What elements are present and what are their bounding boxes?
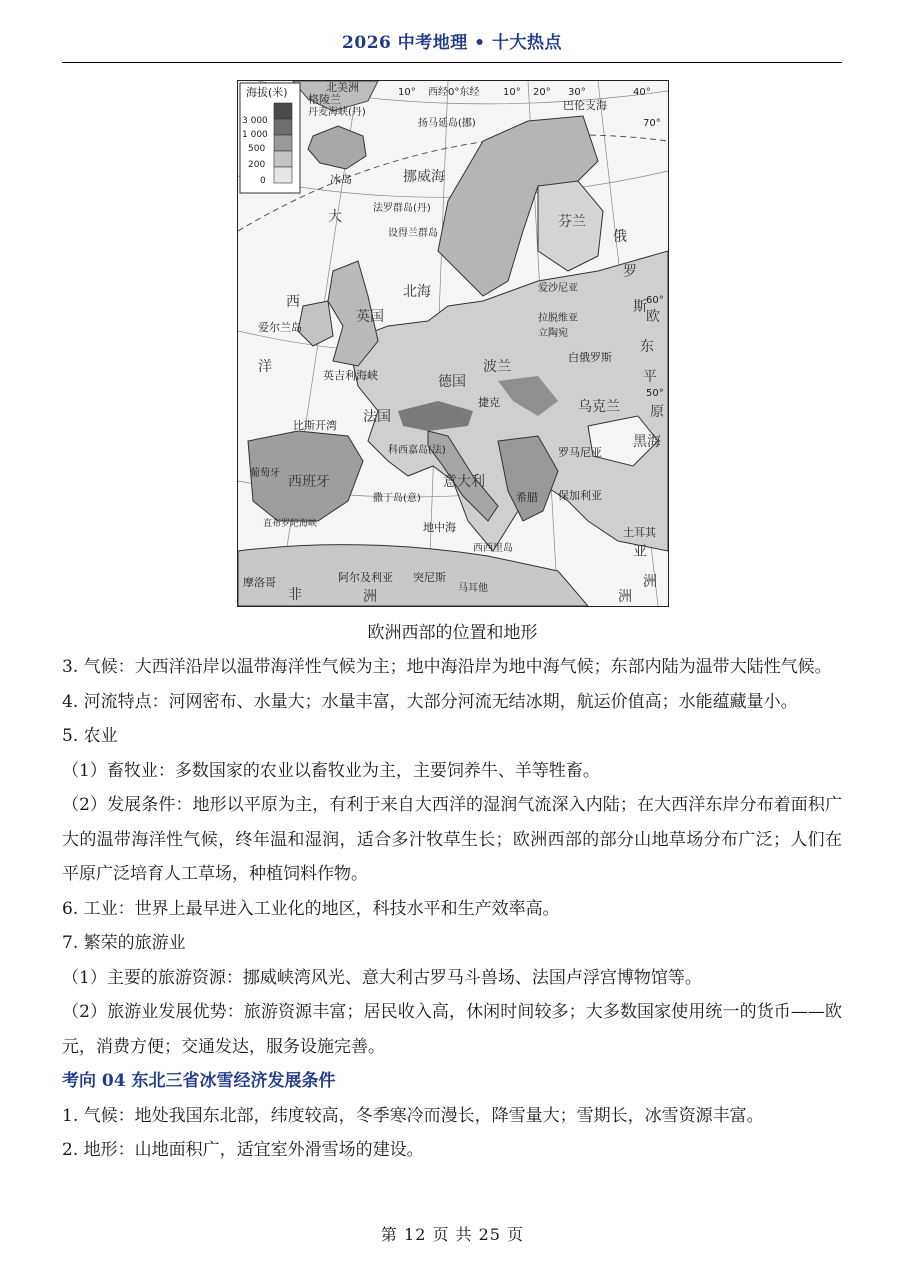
svg-text:巴伦支海: 巴伦支海 bbox=[563, 99, 607, 112]
header-title: 2026 中考地理 • 十大热点 bbox=[342, 33, 562, 53]
svg-text:土耳其: 土耳其 bbox=[623, 526, 656, 539]
paragraph-tourism-resources: （1）主要的旅游资源：挪威峡湾风光、意大利古罗马斗兽场、法国卢浮宫博物馆等。 bbox=[62, 967, 702, 988]
paragraph-ne-climate: 1. 气候：地处我国东北部，纬度较高，冬季寒冷而漫长，降雪量大；雪期长，冰雪资源丰富。 bbox=[62, 1105, 764, 1126]
legend-swatch bbox=[274, 167, 292, 183]
legend-swatch bbox=[274, 103, 292, 119]
svg-text:西经0°东经: 西经0°东经 bbox=[428, 87, 480, 98]
svg-text:英国: 英国 bbox=[356, 309, 384, 325]
svg-text:非: 非 bbox=[288, 587, 302, 603]
paragraph-climate: 3. 气候：大西洋沿岸以温带海洋性气候为主；地中海沿岸为地中海气候；东部内陆为温带大陆性气候。 bbox=[62, 657, 832, 677]
svg-text:科西嘉岛(法): 科西嘉岛(法) bbox=[388, 445, 446, 456]
svg-text:芬兰: 芬兰 bbox=[558, 214, 586, 230]
paragraph-agriculture: 5. 农业 bbox=[62, 726, 118, 746]
svg-text:葡萄牙: 葡萄牙 bbox=[250, 468, 280, 479]
paragraph-ne-terrain: 2. 地形：山地面积广，适宜室外滑雪场的建设。 bbox=[62, 1140, 424, 1160]
svg-text:扬马延岛(挪): 扬马延岛(挪) bbox=[418, 118, 476, 129]
paragraph-livestock: （1）畜牧业：多数国家的农业以畜牧业为主，主要饲养牛、羊等牲畜。 bbox=[62, 760, 600, 781]
legend-swatch bbox=[274, 151, 292, 167]
svg-text:丹麦海峡(丹): 丹麦海峡(丹) bbox=[308, 107, 366, 118]
svg-text:30°: 30° bbox=[568, 87, 586, 98]
map-caption: 欧洲西部的位置和地形 bbox=[367, 623, 538, 643]
svg-text:欧: 欧 bbox=[646, 309, 660, 325]
svg-text:1 000: 1 000 bbox=[242, 130, 268, 140]
svg-text:英吉利海峡: 英吉利海峡 bbox=[323, 369, 378, 382]
paragraph-industry: 6. 工业：世界上最早进入工业化的地区，科技水平和生产效率高。 bbox=[62, 898, 560, 919]
svg-text:希腊: 希腊 bbox=[516, 491, 538, 504]
legend-swatch bbox=[274, 119, 292, 135]
svg-text:拉脱维亚: 拉脱维亚 bbox=[538, 313, 578, 324]
svg-text:500: 500 bbox=[248, 144, 266, 154]
svg-text:斯: 斯 bbox=[633, 299, 647, 315]
svg-text:地中海: 地中海 bbox=[423, 521, 456, 534]
svg-text:罗马尼亚: 罗马尼亚 bbox=[558, 446, 602, 459]
svg-text:撒丁岛(意): 撒丁岛(意) bbox=[373, 493, 421, 504]
svg-text:乌克兰: 乌克兰 bbox=[578, 399, 620, 415]
body-content bbox=[62, 650, 842, 1168]
svg-text:挪威海: 挪威海 bbox=[403, 169, 445, 185]
svg-text:保加利亚: 保加利亚 bbox=[558, 489, 602, 502]
svg-text:突尼斯: 突尼斯 bbox=[413, 571, 446, 584]
paragraph-conditions: （2）发展条件：地形以平原为主，有利于来自大西洋的湿润气流深入内陆；在大西洋东岸分布着面积广大的温带海洋性气候，终年温和湿润，适合多汁牧草生长；欧洲西部的部分山地草场分布广泛；人们在平原广泛培育人工草场，种植饲料作物。 bbox=[62, 795, 842, 884]
svg-text:西班牙: 西班牙 bbox=[288, 474, 330, 490]
paragraph-tourism-advantages: （2）旅游业发展优势：旅游资源丰富；居民收入高，休闲时间较多；大多数国家使用统一的货币——欧元，消费方便；交通发达，服务设施完善。 bbox=[62, 1002, 842, 1057]
svg-text:40°: 40° bbox=[633, 87, 651, 98]
svg-text:原: 原 bbox=[650, 404, 664, 420]
svg-text:格陵兰: 格陵兰 bbox=[308, 93, 341, 106]
europe-map bbox=[237, 80, 669, 607]
legend-swatch bbox=[274, 135, 292, 151]
page-number: 第 12 页 共 25 页 bbox=[380, 1225, 525, 1244]
svg-text:捷克: 捷克 bbox=[478, 396, 500, 409]
svg-text:10°: 10° bbox=[398, 87, 416, 98]
svg-text:70°: 70° bbox=[643, 118, 661, 129]
svg-text:20°: 20° bbox=[533, 87, 551, 98]
paragraph-tourism: 7. 繁荣的旅游业 bbox=[62, 933, 186, 953]
svg-text:俄: 俄 bbox=[613, 229, 627, 245]
svg-text:10°: 10° bbox=[503, 87, 521, 98]
svg-text:法罗群岛(丹): 法罗群岛(丹) bbox=[373, 203, 431, 214]
elevation-legend bbox=[240, 83, 300, 193]
svg-text:设得兰群岛: 设得兰群岛 bbox=[388, 228, 438, 239]
svg-text:直布罗陀海峡: 直布罗陀海峡 bbox=[263, 519, 318, 529]
svg-text:200: 200 bbox=[248, 160, 266, 170]
svg-text:洋: 洋 bbox=[258, 359, 272, 375]
svg-text:波兰: 波兰 bbox=[483, 359, 511, 375]
svg-text:大: 大 bbox=[328, 209, 342, 225]
svg-text:3 000: 3 000 bbox=[242, 116, 268, 126]
svg-text:白俄罗斯: 白俄罗斯 bbox=[568, 351, 612, 364]
section-heading: 考向 04 东北三省冰雪经济发展条件 bbox=[62, 1071, 336, 1091]
svg-text:立陶宛: 立陶宛 bbox=[538, 328, 568, 339]
svg-text:60°: 60° bbox=[646, 295, 664, 306]
svg-text:亚: 亚 bbox=[633, 544, 647, 560]
svg-text:马耳他: 马耳他 bbox=[458, 583, 488, 594]
svg-text:摩洛哥: 摩洛哥 bbox=[243, 576, 276, 589]
svg-text:北美洲: 北美洲 bbox=[326, 81, 359, 94]
page-header bbox=[62, 22, 842, 63]
svg-text:0: 0 bbox=[260, 176, 266, 186]
svg-text:平: 平 bbox=[643, 369, 657, 385]
svg-text:比斯开湾: 比斯开湾 bbox=[293, 419, 337, 432]
svg-text:罗: 罗 bbox=[623, 264, 637, 280]
svg-text:海拔(米): 海拔(米) bbox=[246, 86, 288, 99]
svg-text:意大利: 意大利 bbox=[443, 474, 485, 490]
svg-text:爱尔兰岛: 爱尔兰岛 bbox=[258, 321, 302, 334]
svg-text:黑海: 黑海 bbox=[633, 434, 661, 450]
svg-text:洲: 洲 bbox=[643, 574, 657, 590]
paragraph-rivers: 4. 河流特点：河网密布、水量大；水量丰富，大部分河流无结冰期，航运价值高；水能蕴藏量小。 bbox=[62, 691, 798, 712]
svg-text:法国: 法国 bbox=[363, 409, 391, 425]
svg-text:西西里岛: 西西里岛 bbox=[473, 543, 513, 554]
svg-text:50°: 50° bbox=[646, 388, 664, 399]
svg-text:爱沙尼亚: 爱沙尼亚 bbox=[538, 283, 578, 294]
svg-text:东: 东 bbox=[640, 339, 654, 355]
svg-text:北海: 北海 bbox=[403, 284, 431, 300]
svg-text:德国: 德国 bbox=[438, 374, 466, 390]
svg-text:阿尔及利亚: 阿尔及利亚 bbox=[338, 571, 393, 584]
svg-text:冰岛: 冰岛 bbox=[330, 173, 352, 186]
svg-text:洲: 洲 bbox=[618, 589, 632, 605]
svg-text:西: 西 bbox=[286, 294, 300, 310]
svg-text:洲: 洲 bbox=[363, 589, 377, 605]
